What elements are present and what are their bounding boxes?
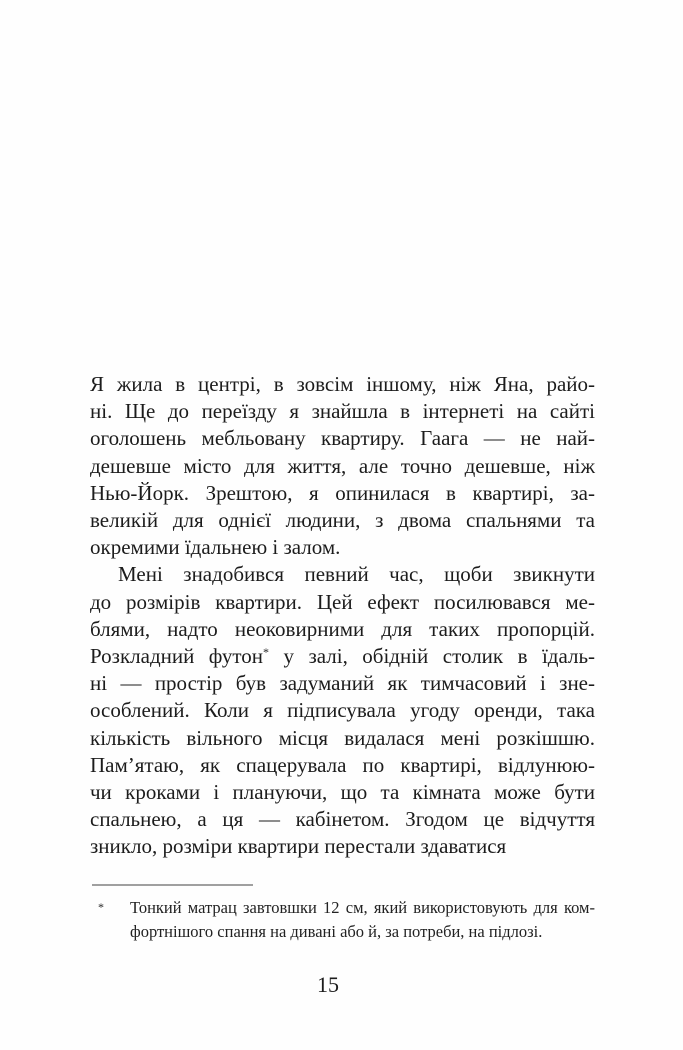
text-line: Я жила в центрі, в зовсім іншому, ніж Яна, райо-: [90, 372, 595, 396]
footnote-marker-asterisk: *: [98, 900, 104, 914]
footnote-reference-asterisk: *: [263, 645, 270, 660]
text-line: чи кроками і плануючи, що та кімната може бути: [90, 780, 595, 805]
text-line: особлений. Коли я підписувала угоду оренди, така: [90, 698, 595, 723]
text-segment: у залі, обідній столик в їдаль-: [269, 644, 596, 669]
text-line: великій для однієї людини, з двома спальнями та: [90, 508, 595, 533]
text-line: ні. Ще до переїзду я знайшла в інтернеті на сайті: [90, 399, 595, 424]
body-text-block: [90, 371, 595, 861]
footnote-line: Тонкий матрац завтовшки 12 см, який використовують для ком-: [130, 898, 595, 917]
text-line: Нью-Йорк. Зрештою, я опинилася в квартирі, за-: [90, 480, 595, 505]
footnote-text: [130, 896, 595, 943]
text-line: Памʼятаю, як спацерувала по квартирі, відлунюю-: [90, 752, 595, 777]
page-number: 15: [317, 972, 339, 997]
text-segment: Розкладний футон: [90, 644, 264, 669]
text-line: зникло, розміри квартири перестали здаватися: [90, 834, 507, 859]
text-line: ні — простір був задуманий як тимчасовий і зне-: [90, 671, 595, 696]
text-line: окремими їдальнею і залом.: [90, 535, 341, 560]
text-line: дешевше місто для життя, але точно дешевше, ніж: [90, 453, 595, 478]
text-line: кількість вільного місця видалася мені розкішшю.: [90, 725, 595, 750]
text-line: спальнею, а ця — кабінетом. Згодом це відчуття: [90, 807, 595, 832]
text-line: оголошень мебльовану квартиру. Гаага — не най-: [90, 426, 595, 451]
text-line: блями, надто неоковирними для таких пропорцій.: [90, 616, 595, 641]
text-line: Мені знадобився певний час, щоби звикнути: [118, 562, 595, 587]
footnote: [95, 896, 595, 943]
text-line: [90, 643, 595, 670]
footnote-separator-rule: [92, 884, 253, 886]
text-line: до розмірів квартири. Цей ефект посилювався ме-: [90, 589, 595, 614]
footnote-line: фортнішого спання на дивані або й, за потреби, на підлозі.: [130, 921, 543, 941]
